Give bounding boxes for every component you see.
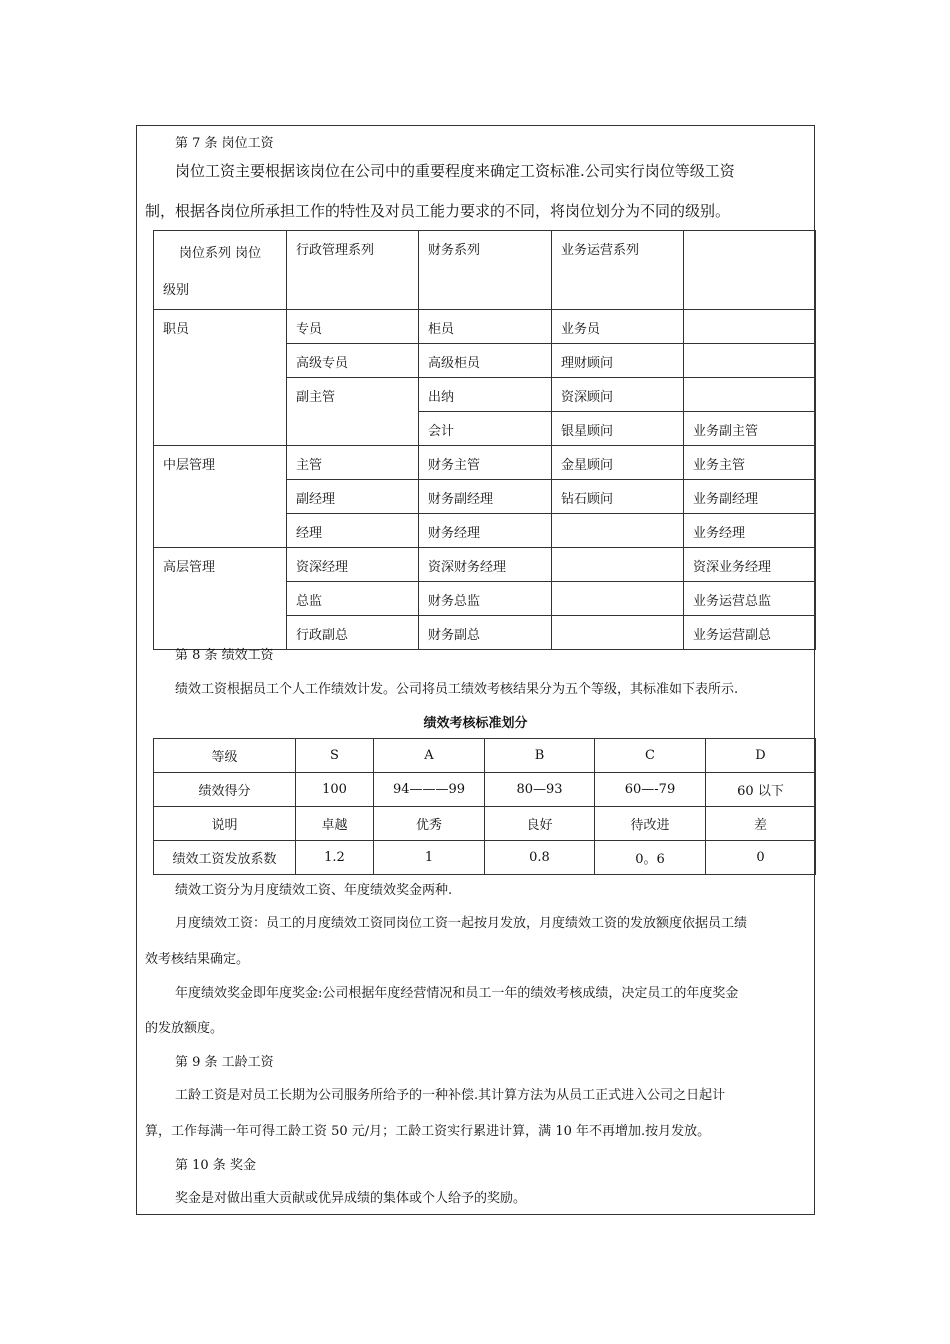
table-cell: 经理 <box>287 514 419 548</box>
table-cell: A <box>374 739 485 773</box>
table-cell: 出纳 <box>419 378 552 412</box>
table-cell: 资深业务经理 <box>684 548 816 582</box>
table-cell: 高级专员 <box>287 344 419 378</box>
table-cell: 总监 <box>287 582 419 616</box>
header-corner-cell <box>154 231 287 310</box>
article-10-heading: 第 10 条 奖金 <box>175 1158 256 1173</box>
table-cell: 副经理 <box>287 480 419 514</box>
article-7-para-line2: 制，根据各岗位所承担工作的特性及对员工能力要求的不同，将岗位划分为不同的级别。 <box>145 202 731 220</box>
article-9-line2: 算，工作每满一年可得工龄工资 50 元/月；工龄工资实行累进计算，满 10 年不再增加.按月发放。 <box>145 1124 711 1139</box>
table-cell: 60 以下 <box>706 773 816 807</box>
table-cell: 94———99 <box>374 773 485 807</box>
table-cell: 60—-79 <box>595 773 706 807</box>
table-cell: 业务主管 <box>684 446 816 480</box>
monthly-line1: 月度绩效工资：员工的月度绩效工资同岗位工资一起按月发放，月度绩效工资的发放额度依据员工绩 <box>175 916 748 931</box>
table-cell <box>684 310 816 344</box>
article-9-heading: 第 9 条 工龄工资 <box>175 1055 274 1070</box>
table-cell: 0。6 <box>595 841 706 875</box>
table-cell: 资深顾问 <box>552 378 684 412</box>
article-10-line1: 奖金是对做出重大贡献或优异成绩的集体或个人给予的奖励。 <box>175 1191 527 1206</box>
table-cell <box>552 548 684 582</box>
table-cell: 钻石顾问 <box>552 480 684 514</box>
table-cell: D <box>706 739 816 773</box>
column-header: 财务系列 <box>419 231 552 310</box>
table-cell: 资深财务经理 <box>419 548 552 582</box>
table-cell: 0.8 <box>485 841 595 875</box>
performance-grade-table <box>153 738 816 875</box>
table-cell: C <box>595 739 706 773</box>
article-7-para-line1: 岗位工资主要根据该岗位在公司中的重要程度来确定工资标准.公司实行岗位等级工资 <box>175 162 735 180</box>
annual-line2: 的发放额度。 <box>145 1021 224 1036</box>
table-cell: 业务员 <box>552 310 684 344</box>
column-header <box>684 231 816 310</box>
table-cell: 业务副主管 <box>684 412 816 446</box>
group-staff: 职员 <box>154 310 287 446</box>
table-cell: 1.2 <box>296 841 374 875</box>
table-cell: 80—93 <box>485 773 595 807</box>
article-7-heading: 第 7 条 岗位工资 <box>175 136 274 151</box>
column-header: 行政管理系列 <box>287 231 419 310</box>
table-cell: 专员 <box>287 310 419 344</box>
table-cell: 财务总监 <box>419 582 552 616</box>
table-cell: S <box>296 739 374 773</box>
table-cell <box>684 378 816 412</box>
article-8-after-table: 绩效工资分为月度绩效工资、年度绩效奖金两种. <box>175 883 453 898</box>
table-cell: 财务经理 <box>419 514 552 548</box>
annual-line1: 年度绩效奖金即年度奖金:公司根据年度经营情况和员工一年的绩效考核成绩，决定员工的年度奖金 <box>175 986 739 1001</box>
table-cell: 主管 <box>287 446 419 480</box>
column-header: 业务运营系列 <box>552 231 684 310</box>
table-cell: 100 <box>296 773 374 807</box>
table-cell: 业务经理 <box>684 514 816 548</box>
monthly-line2: 效考核结果确定。 <box>145 952 250 967</box>
perf-table-title: 绩效考核标准划分 <box>423 716 528 731</box>
table-cell: 财务副经理 <box>419 480 552 514</box>
table-cell: 差 <box>706 807 816 841</box>
table-cell: 业务运营总监 <box>684 582 816 616</box>
article-9-line1: 工龄工资是对员工长期为公司服务所给予的一种补偿.其计算方法为从员工正式进入公司之日起计 <box>175 1088 726 1103</box>
table-cell: 说明 <box>154 807 296 841</box>
table-cell: 行政副总 <box>287 616 419 650</box>
table-cell: 等级 <box>154 739 296 773</box>
table-cell: 良好 <box>485 807 595 841</box>
table-cell: 副主管 <box>287 378 419 446</box>
table-cell: B <box>485 739 595 773</box>
table-cell: 财务副总 <box>419 616 552 650</box>
table-cell: 理财顾问 <box>552 344 684 378</box>
table-cell <box>552 514 684 548</box>
header-corner-line2: 级别 <box>163 283 190 298</box>
table-cell: 会计 <box>419 412 552 446</box>
table-cell: 0 <box>706 841 816 875</box>
table-cell: 银星顾问 <box>552 412 684 446</box>
table-cell: 金星顾问 <box>552 446 684 480</box>
table-cell: 待改进 <box>595 807 706 841</box>
table-cell: 高级柜员 <box>419 344 552 378</box>
article-8-para1: 绩效工资根据员工个人工作绩效计发。公司将员工绩效考核结果分为五个等级，其标准如下表所示. <box>175 682 739 697</box>
article-8-heading: 第 8 条 绩效工资 <box>175 648 274 663</box>
table-cell: 业务副经理 <box>684 480 816 514</box>
table-cell <box>552 582 684 616</box>
table-cell: 绩效得分 <box>154 773 296 807</box>
table-cell: 绩效工资发放系数 <box>154 841 296 875</box>
table-cell: 资深经理 <box>287 548 419 582</box>
table-cell <box>684 344 816 378</box>
table-cell: 财务主管 <box>419 446 552 480</box>
table-cell: 柜员 <box>419 310 552 344</box>
header-corner-line1: 岗位系列 岗位 <box>179 246 262 261</box>
group-middle-management: 中层管理 <box>154 446 287 548</box>
document-frame <box>136 125 815 1215</box>
table-cell: 业务运营副总 <box>684 616 816 650</box>
table-cell: 卓越 <box>296 807 374 841</box>
table-cell: 1 <box>374 841 485 875</box>
table-cell: 优秀 <box>374 807 485 841</box>
group-senior-management: 高层管理 <box>154 548 287 650</box>
position-grade-table <box>153 230 816 650</box>
